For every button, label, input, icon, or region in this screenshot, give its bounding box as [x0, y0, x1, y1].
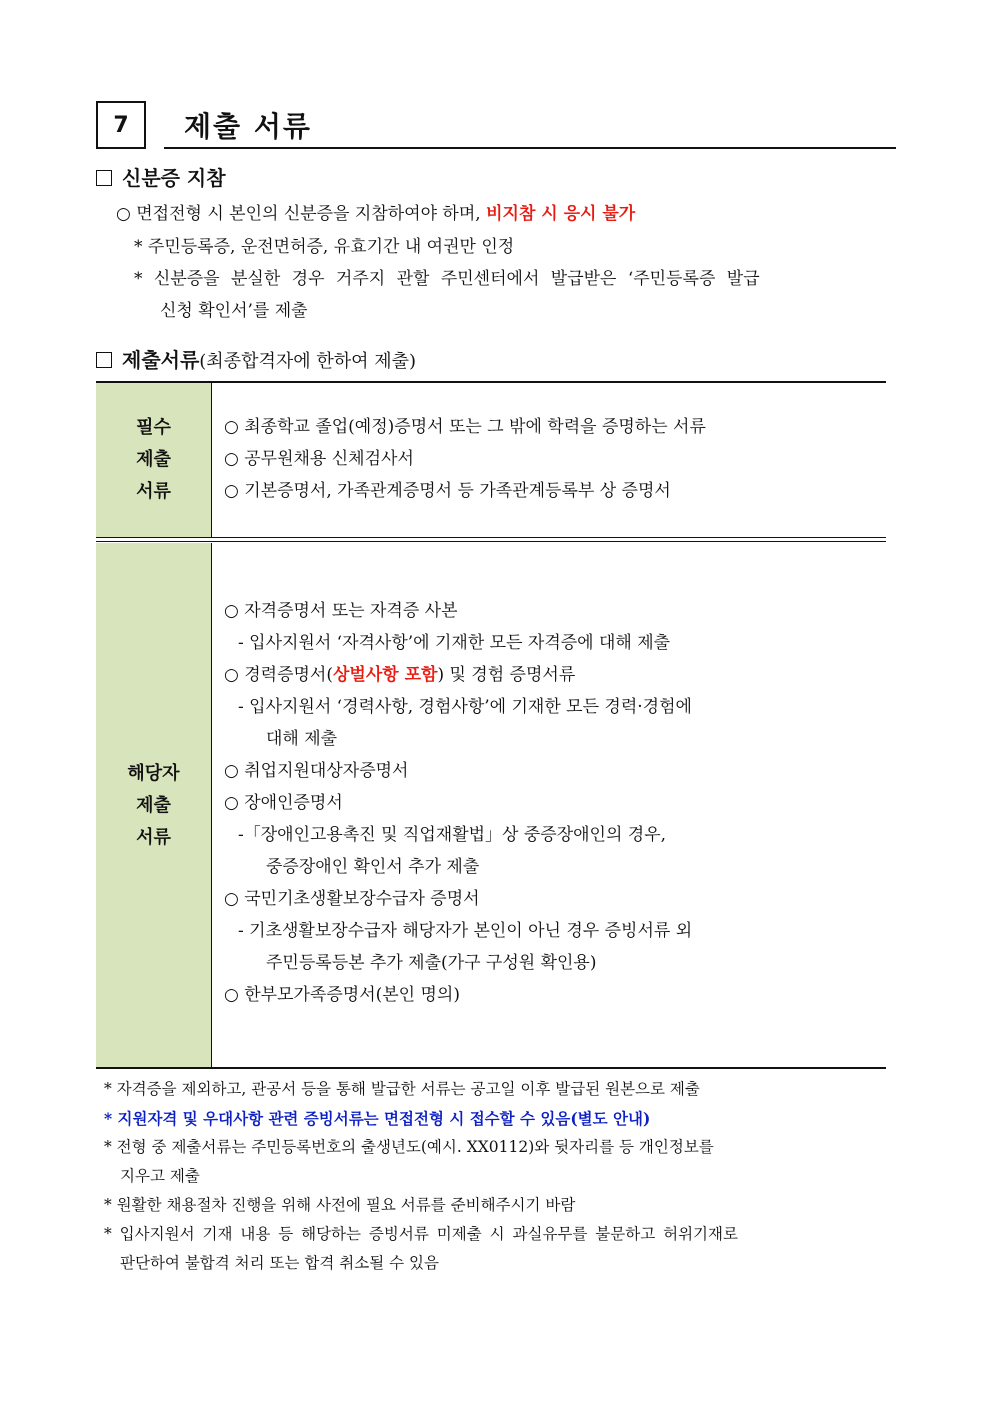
id-warning: 비지참 시 응시 불가 — [486, 204, 636, 224]
applicable-row — [96, 543, 886, 1068]
item-text: ) 및 경험 증명서류 — [437, 665, 576, 685]
required-items — [224, 411, 876, 507]
list-item: - 입사지원서 ‘경력사항, 경험사항’에 기재한 모든 경력·경험에 — [238, 697, 692, 717]
checkbox-square-icon — [96, 352, 112, 368]
applicable-label — [96, 543, 212, 1068]
list-item: ○ 취업지원대상자증명서 — [224, 761, 409, 781]
list-item: ○ 공무원채용 신체검사서 — [224, 449, 414, 469]
footnote-highlight: * 지원자격 및 우대사항 관련 증빙서류는 면접전형 시 접수할 수 있음(별도 안내) — [104, 1109, 651, 1128]
list-item: ○ 한부모가족증명서(본인 명의) — [224, 985, 460, 1005]
label-line: 서류 — [136, 481, 171, 502]
id-note-2-line2: 신청 확인서’를 제출 — [160, 301, 308, 321]
footnote: 지우고 제출 — [120, 1167, 200, 1185]
item-text: ○ 경력증명서( — [224, 665, 333, 685]
list-item: ○ 자격증명서 또는 자격증 사본 — [224, 601, 458, 621]
table-bottom-border — [96, 1067, 886, 1069]
id-main-text: ○ 면접전형 시 본인의 신분증을 지참하여야 하며, — [116, 204, 487, 224]
label-line: 서류 — [136, 826, 171, 848]
item-highlight: 상벌사항 포함 — [332, 665, 438, 685]
footnotes — [104, 1075, 904, 1278]
footnote: 판단하여 불합격 처리 또는 합격 취소될 수 있음 — [120, 1254, 439, 1272]
docs-heading-bold: 제출서류 — [122, 348, 200, 372]
list-item: - 기초생활보장수급자 해당자가 본인이 아닌 경우 증빙서류 외 — [238, 921, 693, 941]
list-item: - 입사지원서 ‘자격사항’에 기재한 모든 자격증에 대해 제출 — [238, 633, 671, 653]
list-item: 주민등록등본 추가 제출(가구 구성원 확인용) — [266, 953, 597, 973]
section-title: 제출 서류 — [184, 110, 312, 143]
footnote: * 원활한 채용절차 진행을 위해 사전에 필요 서류를 준비해주시기 바람 — [104, 1196, 576, 1214]
table-double-divider — [96, 537, 886, 542]
id-note-1: * 주민등록증, 운전면허증, 유효기간 내 여권만 인정 — [134, 237, 515, 257]
footnote: * 입사지원서 기재 내용 등 해당하는 증빙서류 미제출 시 과실유무를 불문하고 허위기재로 — [104, 1225, 738, 1243]
section-header — [96, 101, 896, 149]
label-line: 제출 — [136, 449, 171, 470]
label-line: 제출 — [136, 794, 171, 816]
applicable-items — [224, 595, 876, 1011]
label-line: 필수 — [136, 417, 171, 438]
list-item: ○ 기본증명서, 가족관계증명서 등 가족관계등록부 상 증명서 — [224, 481, 671, 501]
footnote: * 자격증을 제외하고, 관공서 등을 통해 발급한 서류는 공고일 이후 발급된 원본으로 제출 — [104, 1080, 700, 1098]
footnote: * 전형 중 제출서류는 주민등록번호의 출생년도(예시. XX0112)와 뒷자리를 등 개인정보를 — [104, 1138, 714, 1156]
required-row — [96, 383, 886, 537]
required-label — [96, 383, 212, 537]
id-main-line — [116, 199, 635, 224]
checkbox-square-icon — [96, 170, 112, 186]
docs-heading — [96, 344, 416, 373]
id-heading-text: 신분증 지참 — [122, 166, 226, 190]
section-underline — [164, 147, 896, 149]
list-item — [224, 659, 876, 691]
list-item: ○ 장애인증명서 — [224, 793, 343, 813]
list-item: 중증장애인 확인서 추가 제출 — [266, 857, 480, 877]
label-line: 해당자 — [127, 762, 180, 784]
list-item: ○ 최종학교 졸업(예정)증명서 또는 그 밖에 학력을 증명하는 서류 — [224, 417, 706, 437]
id-heading — [96, 162, 226, 191]
list-item: ○ 국민기초생활보장수급자 증명서 — [224, 889, 480, 909]
section-number: 7 — [96, 101, 146, 149]
list-item: -「장애인고용촉진 및 직업재활법」상 중증장애인의 경우, — [238, 825, 667, 845]
docs-heading-note: (최종합격자에 한하여 제출) — [199, 351, 417, 372]
id-note-2-line1: * 신분증을 분실한 경우 거주지 관할 주민센터에서 발급받은 ‘주민등록증 발급 — [134, 269, 760, 289]
list-item: 대해 제출 — [266, 729, 338, 749]
